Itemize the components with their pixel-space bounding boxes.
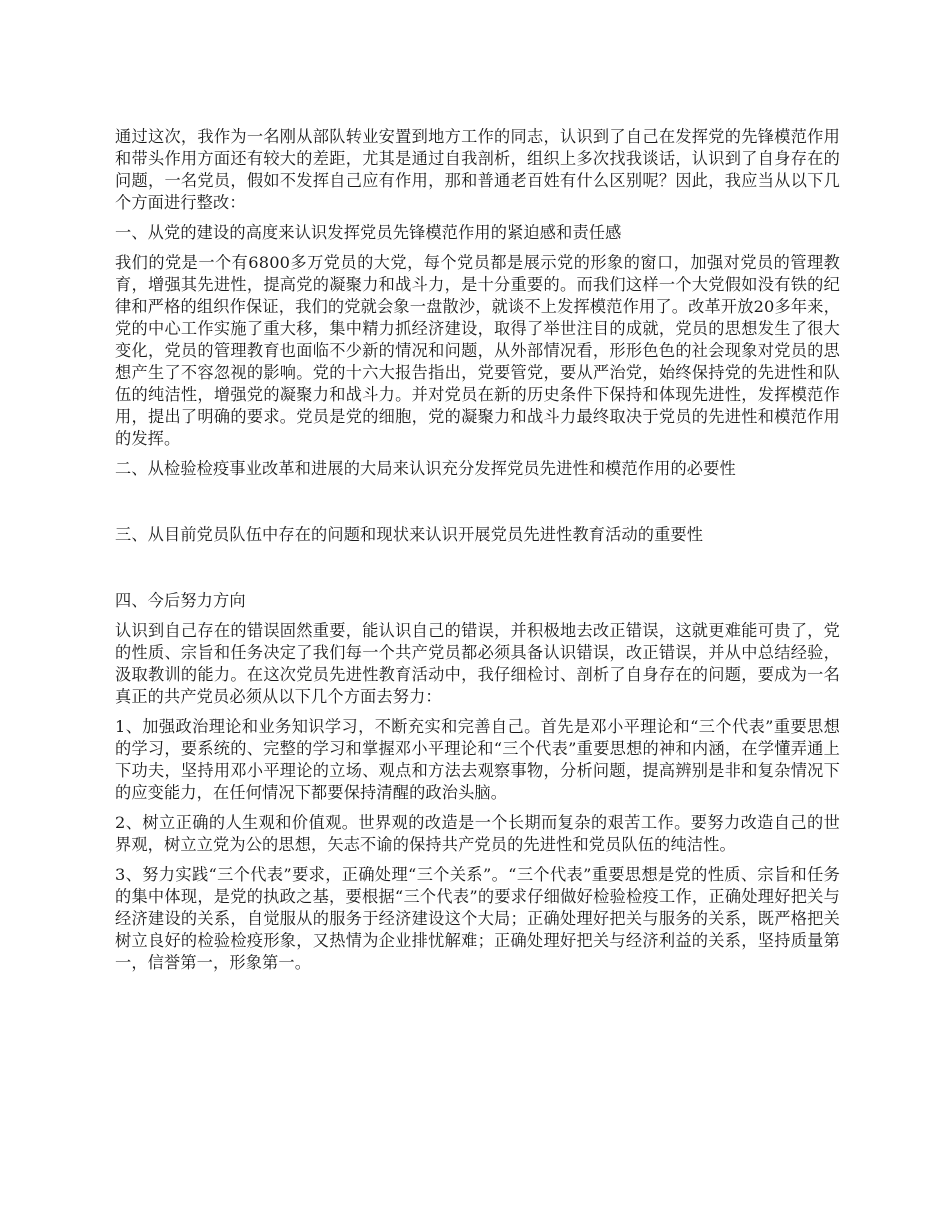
list-item-1: 1、加强政治理论和业务知识学习，不断充实和完善自己。首先是邓小平理论和“三个代表”重要思想的学习，要系统的、完整的学习和掌握邓小平理论和“三个代表”重要思想的神和内涵，在学懂弄通上下功夫，坚持用邓小平理论的立场、观点和方法去观察事物，分析问题，提高辨别是非和复杂情况下的应变能力，在任何情况下都要保持清醒的政治头脑。 xyxy=(115,717,840,802)
list-item-2: 2、树立正确的人生观和价值观。世界观的改造是一个长期而复杂的艰苦工作。要努力改造自己的世界观，树立立党为公的思想，矢志不谕的保持共产党员的先进性和党员队伍的纯洁性。 xyxy=(115,813,840,854)
list-item-3: 3、努力实践“三个代表”要求，正确处理“三个关系”。“三个代表”重要思想是党的性质、宗旨和任务的集中体现，是党的执政之基，要根据“三个代表”的要求仔细做好检验检疫工作，正确处理好把关与经济建设的关系，自觉服从的服务于经济建设这个大局；正确处理好把关与服务的关系，既严格把关树立良好的检验检疫形象，又热情为企业排忧解难；正确处理好把关与经济利益的关系，坚持质量第一，信誉第一，形象第一。 xyxy=(115,865,840,972)
blank-gap xyxy=(115,488,840,524)
blank-gap xyxy=(115,554,840,590)
section-3-heading: 三、从目前党员队伍中存在的问题和现状来认识开展党员先进性教育活动的重要性 xyxy=(115,525,704,544)
intro-paragraph: 通过这次，我作为一名刚从部队转业安置到地方工作的同志，认识到了自己在发挥党的先锋模范作用和带头作用方面还有较大的差距，尤其是通过自我剖析，组织上多次找我谈话，认识到了自身存在的问题，一名党员，假如不发挥自己应有作用，那和普通老百姓有什么区别呢？因此，我应当从以下几个方面进行整改： xyxy=(115,127,840,212)
section-4-heading: 四、今后努力方向 xyxy=(115,591,246,610)
section-2-heading: 二、从检验检疫事业改革和进展的大局来认识充分发挥党员先进性和模范作用的必要性 xyxy=(115,459,736,478)
document-page xyxy=(115,126,840,982)
section-4-body: 认识到自己存在的错误固然重要，能认识自己的错误，并积极地去改正错误，这就更难能可贵了，党的性质、宗旨和任务决定了我们每一个共产党员都必须具备认识错误，改正错误，并从中总结经验，汲取教训的能力。在这次党员先进性教育活动中，我仔细检讨、剖析了自身存在的问题，要成为一名真正的共产党员必须从以下几个方面去努力： xyxy=(115,621,840,706)
section-1-body: 我们的党是一个有6800多万党员的大党，每个党员都是展示党的形象的窗口，加强对党员的管理教育，增强其先进性，提高党的凝聚力和战斗力，是十分重要的。而我们这样一个大党假如没有铁的纪律和严格的组织作保证，我们的党就会象一盘散沙，就谈不上发挥模范作用了。改革开放20多年来，党的中心工作实施了重大移，集中精力抓经济建设，取得了举世注目的成就，党员的思想发生了很大变化，党员的管理教育也面临不少新的情况和问题，从外部情况看，形形色色的社会现象对党员的思想产生了不容忽视的影响。党的十六大报告指出，党要管党，要从严治党，始终保持党的先进性和队伍的纯洁性，增强党的凝聚力和战斗力。并对党员在新的历史条件下保持和体现先进性，发挥模范作用，提出了明确的要求。党员是党的细胞，党的凝聚力和战斗力最终取决于党员的先进性和模范作用的发挥。 xyxy=(115,253,840,448)
section-1-heading: 一、从党的建设的高度来认识发挥党员先锋模范作用的紧迫感和责任感 xyxy=(115,223,622,242)
